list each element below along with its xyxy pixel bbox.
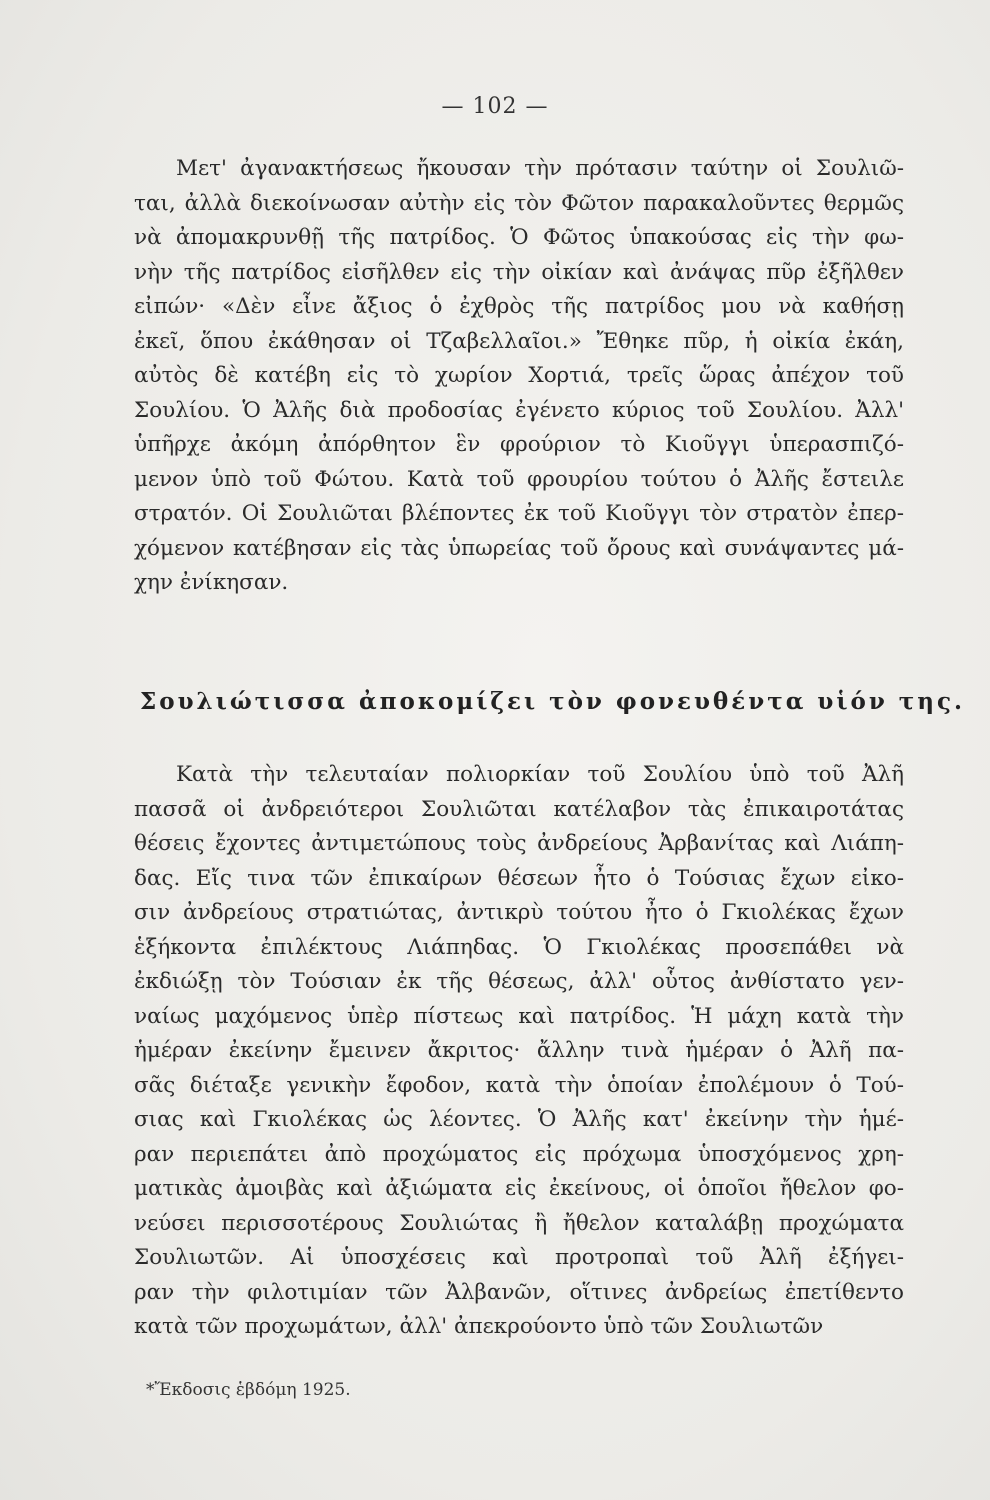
text-line: σᾶς διέταξε γενικὴν ἔφοδον, κατὰ τὴν ὁποίαν ἐπολέμουν ὁ Τού- (134, 1072, 904, 1098)
text-line: σιν ἀνδρείους στρατιώτας, ἀντικρὺ τούτου ἦτο ὁ Γκιολέκας ἔχων (134, 900, 904, 925)
text-line: ματικὰς ἀμοιβὰς καὶ ἀξιώματα εἰς ἐκείνους, οἱ ὁποῖοι ἤθελον φο- (134, 1176, 904, 1201)
text-line: ραν τὴν φιλοτιμίαν τῶν Ἀλβανῶν, οἵτινες ἀνδρείως ἐπετίθεντο (134, 1279, 904, 1305)
footnote: *Ἔκδοσις ἑβδόμη 1925. (146, 1380, 351, 1400)
text-line: ἐκεῖ, ὅπου ἐκάθησαν οἱ Τζαβελλαῖοι.» Ἔθηκε πῦρ, ἡ οἰκία ἐκάη, (134, 328, 904, 354)
text-line: ναίως μαχόμενος ὑπὲρ πίστεως καὶ πατρίδος. Ἡ μάχη κατὰ τὴν (134, 1003, 904, 1029)
text-line: χόμενον κατέβησαν εἰς τὰς ὑπωρείας τοῦ ὄρους καὶ συνάψαντες μά- (134, 535, 904, 561)
text-line: νεύσει περισσοτέρους Σουλιώτας ἢ ἤθελον καταλάβῃ προχώματα (134, 1210, 904, 1236)
text-line: ἐκδιώξῃ τὸν Τούσιαν ἐκ τῆς θέσεως, ἀλλ' οὗτος ἀνθίστατο γεν- (134, 969, 904, 994)
text-line: στρατόν. Οἱ Σουλιῶται βλέποντες ἐκ τοῦ Κιοῦγγι τὸν στρατὸν ἐπερ- (134, 501, 904, 526)
text-line: Μετ' ἀγανακτήσεως ἤκουσαν τὴν πρότασιν ταύτην οἱ Σουλιῶ- (176, 156, 904, 181)
text-line: Σουλιωτῶν. Αἱ ὑποσχέσεις καὶ προτροπαὶ τοῦ Ἀλῆ ἐξήγει- (134, 1245, 904, 1270)
text-line: Κατὰ τὴν τελευταίαν πολιορκίαν τοῦ Σουλίου ὑπὸ τοῦ Ἀλῆ (176, 762, 904, 787)
text-line: μενον ὑπὸ τοῦ Φώτου. Κατὰ τοῦ φρουρίου τούτου ὁ Ἀλῆς ἔστειλε (134, 466, 904, 492)
text-line: ἡμέραν ἐκείνην ἔμεινεν ἄκριτος· ἄλλην τινὰ ἡμέραν ὁ Ἀλῆ πα- (134, 1038, 904, 1063)
text-line: εἰπών· «Δὲν εἶνε ἄξιος ὁ ἐχθρὸς τῆς πατρίδος μου νὰ καθήσῃ (134, 294, 904, 319)
text-line: θέσεις ἔχοντες ἀντιμετώπους τοὺς ἀνδρείους Ἀρβανίτας καὶ Λιάπη- (134, 831, 904, 856)
text-line: δας. Εἴς τινα τῶν ἐπικαίρων θέσεων ἦτο ὁ Τούσιας ἔχων εἰκο- (134, 865, 904, 891)
text-line: ται, ἀλλὰ διεκοίνωσαν αὐτὴν εἰς τὸν Φῶτον παρακαλοῦντες θερμῶς (134, 190, 904, 216)
text-line: σιας καὶ Γκιολέκας ὡς λέοντες. Ὁ Ἀλῆς κατ' ἐκείνην τὴν ἡμέ- (134, 1107, 904, 1132)
text-line: χην ἐνίκησαν. (134, 570, 289, 595)
text-line: πασσᾶ οἱ ἀνδρειότεροι Σουλιῶται κατέλαβον τὰς ἐπικαιροτάτας (134, 796, 904, 822)
text-line: ραν περιεπάτει ἀπὸ προχώματος εἰς πρόχωμα ὑποσχόμενος χρη- (134, 1141, 904, 1167)
paragraph-2 (134, 758, 904, 1345)
page-number: — 102 — (441, 94, 549, 119)
paragraph-1 (134, 152, 904, 601)
text-line: Σουλίου. Ὁ Ἀλῆς διὰ προδοσίας ἐγένετο κύριος τοῦ Σουλίου. Ἀλλ' (134, 397, 904, 423)
text-line: ὑπῆρχε ἀκόμη ἀπόρθητον ἓν φρούριον τὸ Κιοῦγγι ὑπερασπιζό- (134, 432, 904, 457)
text-line: νὰ ἀπομακρυνθῇ τῆς πατρίδος. Ὁ Φῶτος ὑπακούσας εἰς τὴν φω- (134, 225, 904, 250)
text-line: νὴν τῆς πατρίδος εἰσῆλθεν εἰς τὴν οἰκίαν καὶ ἀνάψας πῦρ ἐξῆλθεν (134, 259, 904, 285)
text-line: κατὰ τῶν προχωμάτων, ἀλλ' ἀπεκρούοντο ὑπὸ τῶν Σουλιωτῶν (134, 1314, 824, 1339)
text-line: ἑξήκοντα ἐπιλέκτους Λιάπηδας. Ὁ Γκιολέκας προσεπάθει νὰ (134, 934, 904, 960)
section-heading: Σουλιώτισσα ἀποκομίζει τὸν φονευθέντα υἱόν της. (140, 688, 966, 715)
text-line: αὐτὸς δὲ κατέβη εἰς τὸ χωρίον Χορτιά, τρεῖς ὥρας ἀπέχον τοῦ (134, 363, 904, 388)
